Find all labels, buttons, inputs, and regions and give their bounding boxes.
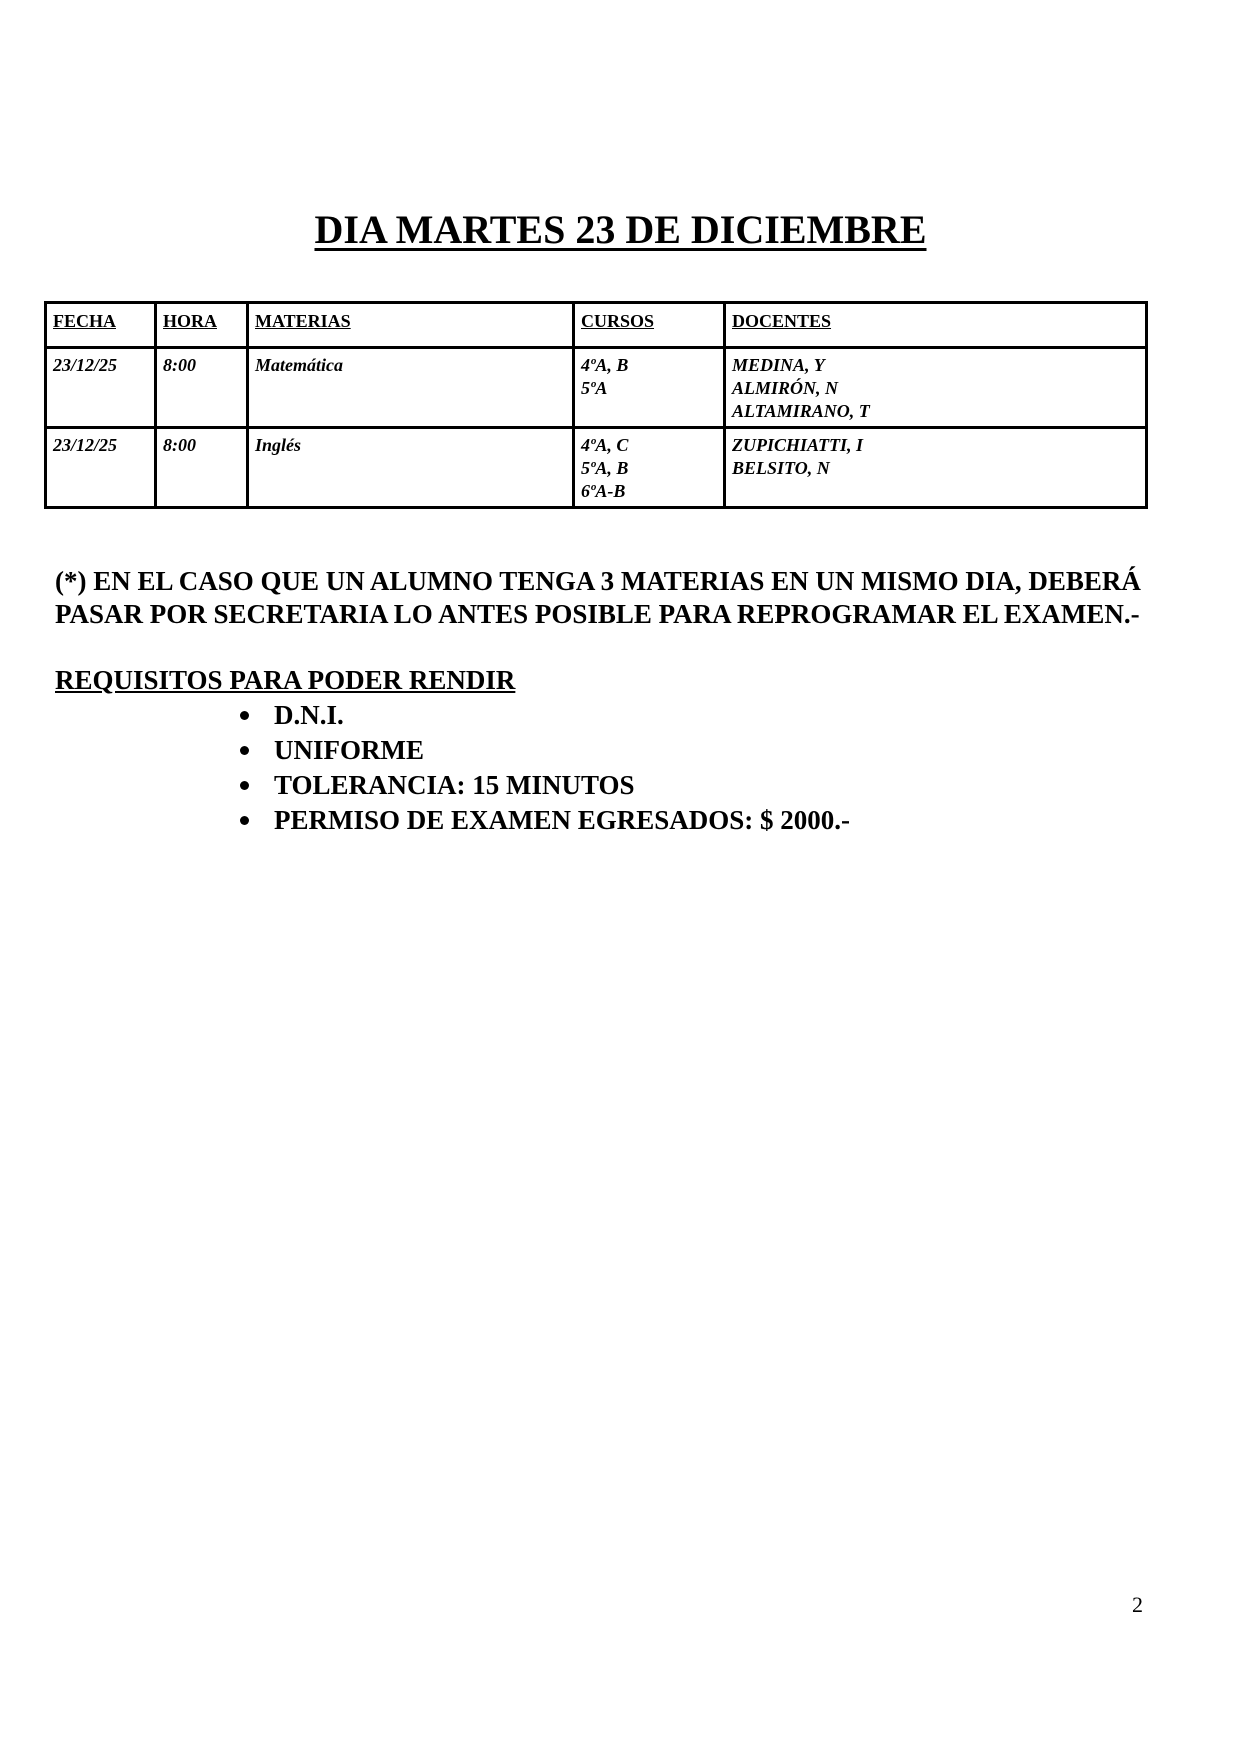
requirements-heading: REQUISITOS PARA PODER RENDIR — [55, 665, 516, 695]
column-header-fecha: FECHA — [47, 304, 157, 349]
table-row — [47, 349, 1145, 429]
reschedule-note: (*) EN EL CASO QUE UN ALUMNO TENGA 3 MATERIAS EN UN MISMO DIA, DEBERÁ PASAR POR SECRETARIA LO ANTES POSIBLE PARA REPROGRAMAR EL EXAMEN.- — [55, 566, 1141, 629]
cell-hora: 8:00 — [157, 429, 249, 506]
list-item — [240, 768, 850, 803]
page-title-text: DIA MARTES 23 DE DICIEMBRE — [314, 207, 927, 252]
cell-docentes: MEDINA, Y ALMIRÓN, N ALTAMIRANO, T — [726, 349, 1145, 429]
requirement-text: TOLERANCIA: 15 MINUTOS — [274, 770, 635, 800]
bullet-icon — [240, 781, 249, 790]
cell-docentes: ZUPICHIATTI, I BELSITO, N — [732, 435, 864, 478]
column-header-hora: HORA — [157, 304, 249, 349]
cell-materia: Matemática — [249, 349, 575, 429]
cell-cursos: 4ºA, B 5ºA — [575, 349, 726, 429]
requirement-text: PERMISO DE EXAMEN EGRESADOS: $ 2000.- — [274, 805, 851, 835]
bullet-icon — [240, 711, 249, 720]
bullet-icon — [240, 746, 249, 755]
cell-cursos: 4ºA, C 5ºA, B 6ºA-B — [575, 429, 726, 506]
requirement-text: D.N.I. — [274, 700, 344, 730]
column-header-docentes: DOCENTES — [726, 304, 1145, 349]
page-number: 2 — [1132, 1592, 1143, 1617]
requirements-list — [240, 698, 850, 838]
table-header-row — [47, 304, 1145, 349]
column-header-cursos: CURSOS — [575, 304, 726, 349]
cell-fecha: 23/12/25 — [47, 429, 157, 506]
requirement-text: UNIFORME — [274, 735, 424, 765]
list-item — [240, 733, 850, 768]
table-row — [47, 429, 1145, 506]
cell-fecha: 23/12/25 — [47, 349, 157, 429]
bullet-icon — [240, 816, 249, 825]
list-item — [240, 698, 850, 733]
page-title — [0, 206, 1241, 254]
list-item — [240, 803, 850, 838]
cell-hora: 8:00 — [157, 349, 249, 429]
exam-schedule-table — [44, 301, 1148, 509]
cell-materia: Inglés — [249, 429, 575, 506]
column-header-materias: MATERIAS — [249, 304, 575, 349]
